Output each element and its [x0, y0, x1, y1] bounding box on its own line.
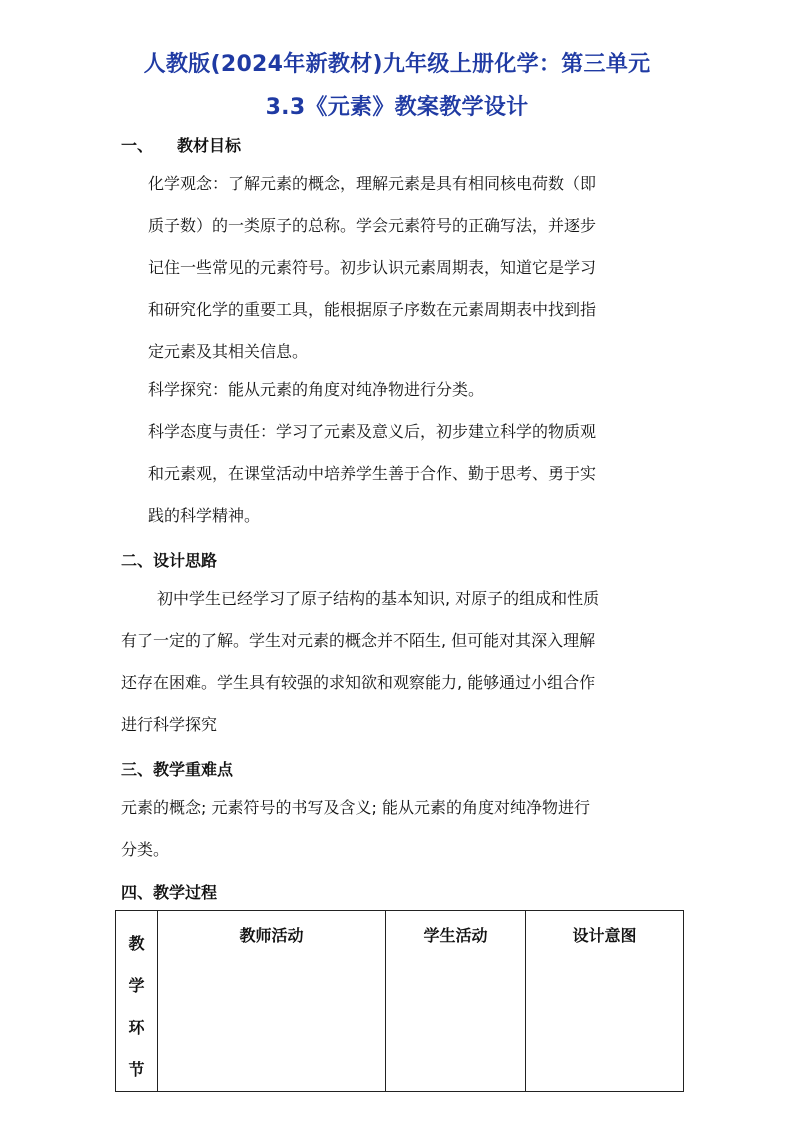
text-line: 进行科学探究 — [121, 715, 218, 734]
section3-heading: 三、教学重难点 — [121, 760, 234, 779]
text-line: 科学探究：能从元素的角度对纯净物进行分类。 — [148, 380, 485, 399]
text-line: 元素的概念; 元素符号的书写及含义; 能从元素的角度对纯净物进行 — [121, 798, 590, 817]
table-header-design-intent: 设计意图 — [526, 911, 684, 1092]
section1-heading-number: 一、 — [121, 136, 154, 155]
key-difficulties-paragraph — [121, 787, 677, 871]
text-line: 分类。 — [121, 840, 170, 859]
chemistry-concept-paragraph — [148, 163, 676, 373]
text-line: 和元素观，在课堂活动中培养学生善于合作、勤于思考、勇于实 — [148, 464, 597, 483]
document-title-line1: 人教版(2024年新教材)九年级上册化学：第三单元 — [143, 52, 651, 77]
text-line: 还存在困难。学生具有较强的求知欲和观察能力, 能够通过小组合作 — [121, 673, 596, 692]
scientific-attitude-paragraph — [148, 411, 676, 537]
table-header-student-activity: 学生活动 — [386, 911, 526, 1092]
text-line: 质子数）的一类原子的总称。学会元素符号的正确写法，并逐步 — [148, 216, 597, 235]
scientific-inquiry-paragraph — [148, 369, 676, 411]
text-line: 有了一定的了解。学生对元素的概念并不陌生, 但可能对其深入理解 — [121, 631, 596, 650]
text-line: 定元素及其相关信息。 — [148, 342, 309, 361]
text-line: 科学态度与责任：学习了元素及意义后，初步建立科学的物质观 — [148, 422, 597, 441]
text-line: 初中学生已经学习了原子结构的基本知识, 对原子的组成和性质 — [157, 589, 600, 608]
table-header-teaching-stage: 教 学 环 节 — [116, 911, 158, 1092]
text-line: 和研究化学的重要工具，能根据原子序数在元素周期表中找到指 — [148, 300, 597, 319]
text-line: 践的科学精神。 — [148, 506, 261, 525]
section1-heading-text: 教材目标 — [177, 136, 242, 155]
section2-heading: 二、设计思路 — [121, 551, 218, 570]
document-title-line2: 3.3《元素》教案教学设计 — [265, 95, 529, 120]
table-header-row — [116, 911, 684, 1092]
section4-heading: 四、教学过程 — [121, 883, 218, 902]
table-header-teacher-activity: 教师活动 — [158, 911, 386, 1092]
text-line: 化学观念：了解元素的概念，理解元素是具有相同核电荷数（即 — [148, 174, 597, 193]
teaching-process-table — [115, 910, 684, 1092]
text-line: 记住一些常见的元素符号。初步认识元素周期表，知道它是学习 — [148, 258, 597, 277]
design-idea-paragraph — [121, 578, 677, 746]
